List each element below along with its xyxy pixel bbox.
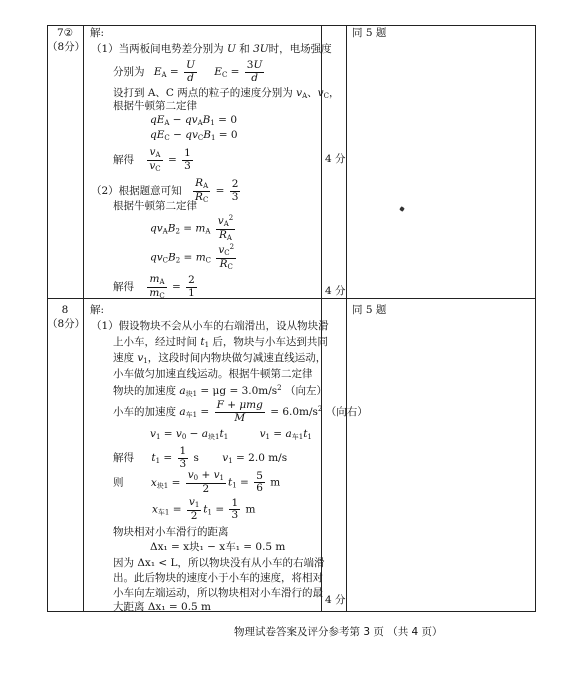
q8-result-t: 解得 $t_1$ = $\frac{1}{3}$ s $v_1 = 2.0$ m/s xyxy=(113,445,288,470)
q8-note: 同 5 题 xyxy=(352,304,387,316)
q7-score-1: 4 分 xyxy=(325,153,346,165)
q8-jie: 解: xyxy=(90,304,105,316)
q8-conclusion-2: 出。此后物块的速度小于小车的速度，将相对 xyxy=(113,572,323,584)
q7-number: 7② xyxy=(56,27,74,39)
q8-result-x2: $x_{车1}$ = $\frac{v_1}{2}$ $t_1$ = $\frac{1}{3}$ m xyxy=(152,496,256,522)
q8-line-1: （1）假设物块不会从小车的右端滑出，设从物块滑 xyxy=(91,320,329,332)
q8-result-x1: 则 $x_{块1}$ = $\frac{v_0 + v_1}{2}$ $t_1$ = $\frac{5}{6}$ m xyxy=(113,469,281,495)
q8-line-4: 小车做匀加速直线运动。根据牛顿第二定律 xyxy=(113,368,313,380)
q7-result-1: 解得 $\frac{v_A}{v_C}$ = $\frac{1}{3}$ xyxy=(113,146,191,173)
q8-conclusion-4: 大距离 Δx₁ = 0.5 m xyxy=(113,601,212,613)
q7-newton-2: 根据牛顿第二定律 xyxy=(113,200,197,212)
q7-eq-c: $qE_C - qv_CB_1 = 0$ xyxy=(150,129,238,142)
q8-kinematics: $v_1 = v_0 - a_{块1}t_1$ $v_1 = a_{车1}t_1$ xyxy=(150,428,312,441)
q8-score: 4 分 xyxy=(325,594,346,606)
q7-newton-1: 根据牛顿第二定律 xyxy=(113,100,197,112)
page-footer: 物理试卷答案及评分参考第 3 页 （共 4 页） xyxy=(234,626,443,638)
q8-line-2: 上小车，经过时间 $t_1$ 后，物块与小车达到共同 xyxy=(113,336,328,349)
q8-conclusion-1: 因为 Δx₁ < L，所以物块没有从小车的右端滑 xyxy=(113,557,325,569)
col-divider-solution xyxy=(321,25,322,612)
q7-part2-intro: （2）根据题意可知 $\frac{R_A}{R_C}$ = $\frac{2}{3}$ xyxy=(91,177,239,204)
q7-result-2: 解得 $\frac{m_A}{m_C}$ = $\frac{2}{1}$ xyxy=(113,273,195,300)
q7-jie: 解: xyxy=(90,27,105,39)
q8-number: 8 xyxy=(61,304,69,316)
q8-conclusion-3: 小车向左端运动，所以物块相对小车滑行的最 xyxy=(113,587,323,599)
q7-eq-ra: $qv_AB_2 = m_A$ $\frac{v_A^2}{R_A}$ xyxy=(150,214,234,242)
q7-part1-intro: （1）当两板间电势差分别为 U 和 3U时，电场强度 xyxy=(91,43,332,55)
q7-field-formula: 分别为 $E_A$ = $\frac{U}{d}$ $E_C$ = $\frac{3U}{d}$ xyxy=(113,59,263,84)
q7-eq-rc: $qv_CB_2 = m_C$ $\frac{v_C^2}{R_C}$ xyxy=(150,243,235,271)
q8-relative-2: Δx₁ = x块₁ − x车₁ = 0.5 m xyxy=(150,541,286,553)
q8-relative-1: 物块相对小车滑行的距离 xyxy=(113,526,229,538)
q7-velocity-def: 设打到 A、C 两点的粒子的速度分别为 $v_A$、$v_C$， xyxy=(113,87,340,100)
q7-points: （8分） xyxy=(47,41,86,53)
q8-line-6: 小车的加速度 $a_{车1}$ = $\frac{\text{F + μmg}}{M}$ = $6.0m/s^2$ （向右） xyxy=(113,399,368,424)
q8-points: （8分） xyxy=(47,318,86,330)
col-divider-score xyxy=(346,25,347,612)
q8-line-3: 速度 $v_1$，这段时间内物块做匀减速直线运动， xyxy=(113,352,327,365)
q7-eq-a: $qE_A - qv_AB_1 = 0$ xyxy=(150,114,237,127)
q7-note: 同 5 题 xyxy=(352,27,387,39)
q8-line-5: 物块的加速度 $a_{块1} = \mu g = 3.0m/s^2$ （向左） xyxy=(113,384,327,398)
q7-score-2: 4 分 xyxy=(325,285,346,297)
